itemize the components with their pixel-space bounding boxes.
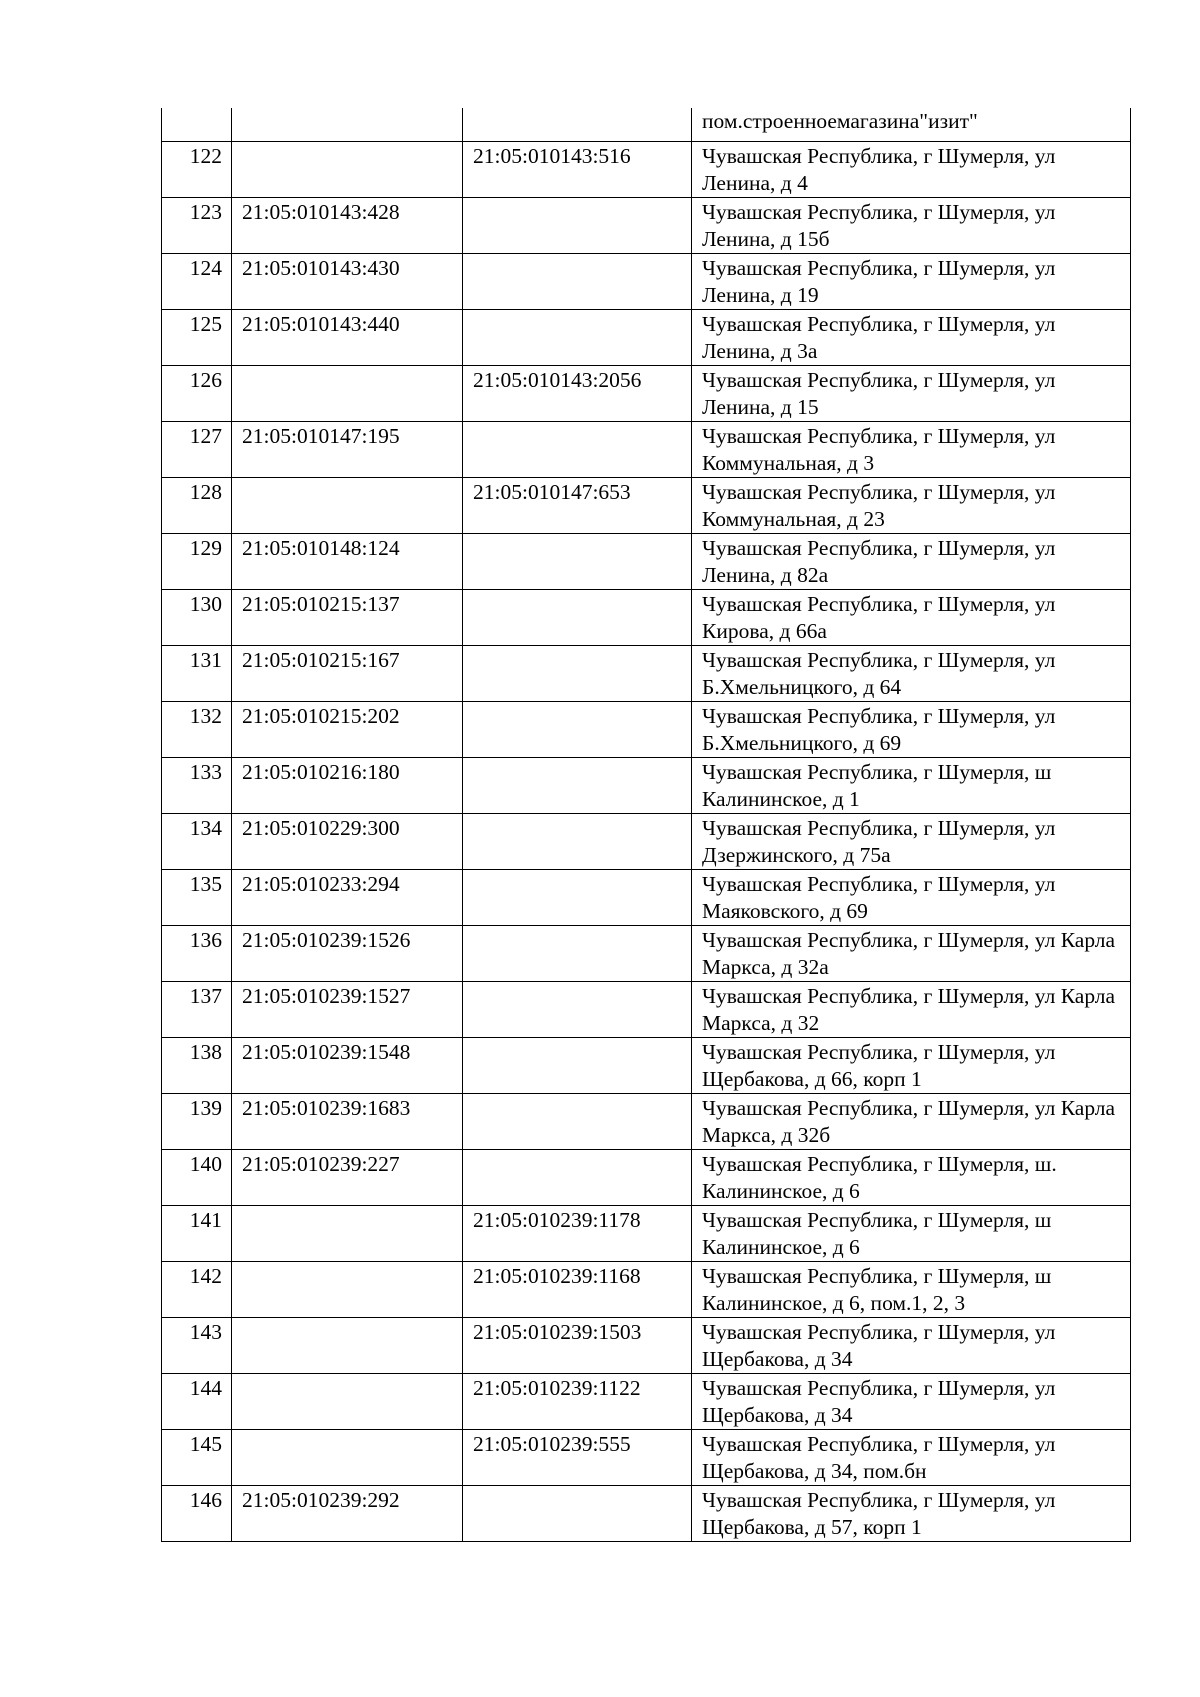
object-cadastral-number: 21:05:010147:653 (473, 479, 631, 504)
object-cadastral-number-cell (463, 1093, 692, 1149)
object-cadastral-number (473, 870, 685, 871)
address-text-cell (692, 869, 1131, 925)
object-cadastral-number-cell (463, 813, 692, 869)
object-cadastral-number (473, 1094, 685, 1095)
address-text: Чувашская Республика, г Шумерля, ш. Калининское, д 6 (702, 1151, 1057, 1203)
object-cadastral-number-cell (463, 533, 692, 589)
table-row (162, 421, 1131, 477)
object-cadastral-number-cell (463, 869, 692, 925)
object-cadastral-number (473, 198, 685, 199)
address-text: Чувашская Республика, г Шумерля, ш Калининское, д 6 (702, 1207, 1052, 1259)
address-text: Чувашская Республика, г Шумерля, ул Маяковского, д 69 (702, 871, 1056, 923)
row-number: 140 (189, 1151, 222, 1176)
address-text: Чувашская Республика, г Шумерля, ул Б.Хмельницкого, д 64 (702, 647, 1056, 699)
land-cadastral-number-cell (232, 1485, 463, 1541)
object-cadastral-number: 21:05:010239:1178 (473, 1207, 641, 1232)
address-text-cell (692, 365, 1131, 421)
address-text: Чувашская Республика, г Шумерля, ул Ленина, д 19 (702, 255, 1056, 307)
land-cadastral-number: 21:05:010143:428 (242, 199, 400, 224)
address-text-cell (692, 477, 1131, 533)
land-cadastral-number (242, 1430, 456, 1431)
land-cadastral-number (242, 1374, 456, 1375)
address-text: Чувашская Республика, г Шумерля, ул Ленина, д 15б (702, 199, 1056, 251)
row-number-cell (162, 1317, 232, 1373)
land-cadastral-number-cell (232, 1205, 463, 1261)
address-text-cell (692, 197, 1131, 253)
object-cadastral-number-cell (463, 1485, 692, 1541)
row-number-cell (162, 1261, 232, 1317)
address-text-cell (692, 1037, 1131, 1093)
row-number: 145 (189, 1431, 222, 1456)
row-number-cell (162, 981, 232, 1037)
land-cadastral-number-cell (232, 869, 463, 925)
object-cadastral-number-cell (463, 253, 692, 309)
table-row (162, 1037, 1131, 1093)
object-cadastral-number (473, 590, 685, 591)
address-text-cell (692, 421, 1131, 477)
land-cadastral-number-cell (232, 197, 463, 253)
object-cadastral-number-cell (463, 645, 692, 701)
land-cadastral-number-cell (232, 533, 463, 589)
table-row (162, 365, 1131, 421)
land-cadastral-number-cell (232, 421, 463, 477)
object-cadastral-number-cell (463, 1037, 692, 1093)
object-cadastral-number: 21:05:010239:1168 (473, 1263, 641, 1288)
land-cadastral-number: 21:05:010215:137 (242, 591, 400, 616)
row-number: 133 (189, 759, 222, 784)
row-number: 126 (189, 367, 222, 392)
address-text: пом.строенноемагазина"изит" (702, 109, 978, 133)
table-row (162, 253, 1131, 309)
table-row (162, 1205, 1131, 1261)
land-cadastral-number-cell (232, 1037, 463, 1093)
object-cadastral-number-cell (463, 197, 692, 253)
row-number: 125 (189, 311, 222, 336)
address-text: Чувашская Республика, г Шумерля, ш Калининское, д 1 (702, 759, 1052, 811)
object-cadastral-number-cell (463, 981, 692, 1037)
table-row (162, 645, 1131, 701)
object-cadastral-number: 21:05:010239:1503 (473, 1319, 642, 1344)
row-number: 146 (189, 1487, 222, 1512)
address-text-cell (692, 1317, 1131, 1373)
table-row (162, 141, 1131, 197)
land-cadastral-number-cell (232, 645, 463, 701)
row-number-cell (162, 421, 232, 477)
object-cadastral-number-cell (463, 1429, 692, 1485)
land-cadastral-number: 21:05:010239:292 (242, 1487, 400, 1512)
row-number: 139 (189, 1095, 222, 1120)
row-number-cell (162, 1485, 232, 1541)
row-number-cell (162, 197, 232, 253)
address-text-cell (692, 813, 1131, 869)
land-cadastral-number-cell (232, 757, 463, 813)
row-number-cell (162, 309, 232, 365)
row-number: 131 (189, 647, 222, 672)
row-number-cell (162, 925, 232, 981)
object-cadastral-number (473, 1150, 685, 1151)
address-text: Чувашская Республика, г Шумерля, ул Ленина, д 4 (702, 143, 1056, 195)
land-cadastral-number: 21:05:010215:167 (242, 647, 400, 672)
land-cadastral-number: 21:05:010143:430 (242, 255, 400, 280)
address-text: Чувашская Республика, г Шумерля, ул Щербакова, д 57, корп 1 (702, 1487, 1056, 1539)
registry-table-body (162, 108, 1131, 1541)
cadastral-registry-table (161, 108, 1131, 1542)
object-cadastral-number-cell (463, 1317, 692, 1373)
table-row (162, 477, 1131, 533)
address-text: Чувашская Республика, г Шумерля, ул Щербакова, д 34 (702, 1375, 1056, 1427)
land-cadastral-number (242, 1206, 456, 1207)
address-text: Чувашская Республика, г Шумерля, ул Коммунальная, д 3 (702, 423, 1056, 475)
object-cadastral-number (473, 422, 685, 423)
table-row (162, 701, 1131, 757)
row-number: 124 (189, 255, 222, 280)
land-cadastral-number-cell (232, 1317, 463, 1373)
object-cadastral-number: 21:05:010143:2056 (473, 367, 642, 392)
object-cadastral-number-cell (463, 309, 692, 365)
address-text-cell (692, 1149, 1131, 1205)
row-number: 135 (189, 871, 222, 896)
address-text-cell (692, 981, 1131, 1037)
row-number: 128 (189, 479, 222, 504)
row-number: 134 (189, 815, 222, 840)
land-cadastral-number: 21:05:010239:1683 (242, 1095, 411, 1120)
row-number-cell (162, 1429, 232, 1485)
row-number-cell (162, 645, 232, 701)
object-cadastral-number-cell (463, 1373, 692, 1429)
land-cadastral-number-cell (232, 925, 463, 981)
table-row (162, 1429, 1131, 1485)
row-number-cell (162, 1205, 232, 1261)
table-row (162, 925, 1131, 981)
object-cadastral-number-cell (463, 365, 692, 421)
address-text-cell (692, 141, 1131, 197)
address-text-cell (692, 1485, 1131, 1541)
table-row (162, 197, 1131, 253)
land-cadastral-number-cell (232, 1373, 463, 1429)
row-number-cell (162, 253, 232, 309)
row-number: 132 (189, 703, 222, 728)
object-cadastral-number-cell (463, 1205, 692, 1261)
land-cadastral-number-cell (232, 365, 463, 421)
land-cadastral-number-cell (232, 253, 463, 309)
object-cadastral-number-cell (463, 1149, 692, 1205)
object-cadastral-number-cell (463, 1261, 692, 1317)
address-text: Чувашская Республика, г Шумерля, ул Щербакова, д 34 (702, 1319, 1056, 1371)
row-number: 129 (189, 535, 222, 560)
object-cadastral-number-cell (463, 421, 692, 477)
object-cadastral-number (473, 982, 685, 983)
object-cadastral-number: 21:05:010239:555 (473, 1431, 631, 1456)
address-text: Чувашская Республика, г Шумерля, ул Б.Хмельницкого, д 69 (702, 703, 1056, 755)
object-cadastral-number (473, 758, 685, 759)
address-text: Чувашская Республика, г Шумерля, ул Карла Маркса, д 32 (702, 983, 1116, 1035)
address-text-cell (692, 253, 1131, 309)
object-cadastral-number (473, 534, 685, 535)
address-text: Чувашская Республика, г Шумерля, ул Карла Маркса, д 32а (702, 927, 1116, 979)
land-cadastral-number: 21:05:010239:227 (242, 1151, 400, 1176)
land-cadastral-number: 21:05:010143:440 (242, 311, 400, 336)
address-text: Чувашская Республика, г Шумерля, ш Калининское, д 6, пом.1, 2, 3 (702, 1263, 1052, 1315)
object-cadastral-number-cell (463, 757, 692, 813)
row-number-cell (162, 365, 232, 421)
address-text: Чувашская Республика, г Шумерля, ул Кирова, д 66а (702, 591, 1056, 643)
address-text: Чувашская Республика, г Шумерля, ул Щербакова, д 66, корп 1 (702, 1039, 1056, 1091)
object-cadastral-number (473, 254, 685, 255)
row-number: 138 (189, 1039, 222, 1064)
table-row (162, 589, 1131, 645)
land-cadastral-cell (232, 108, 463, 141)
land-cadastral-number-cell (232, 813, 463, 869)
object-cadastral-number-cell (463, 477, 692, 533)
land-cadastral-number: 21:05:010239:1527 (242, 983, 411, 1008)
land-cadastral-number-cell (232, 309, 463, 365)
row-number-cell (162, 869, 232, 925)
row-number: 122 (189, 143, 222, 168)
object-cadastral-number-cell (463, 925, 692, 981)
row-number: 143 (189, 1319, 222, 1344)
address-text-cell (692, 1261, 1131, 1317)
object-cadastral-number (473, 814, 685, 815)
object-cadastral-number: 21:05:010143:516 (473, 143, 631, 168)
address-text: Чувашская Республика, г Шумерля, ул Карла Маркса, д 32б (702, 1095, 1116, 1147)
land-cadastral-number: 21:05:010233:294 (242, 871, 400, 896)
land-cadastral-number-cell (232, 477, 463, 533)
land-cadastral-number-cell (232, 1261, 463, 1317)
object-cadastral-number-cell (463, 141, 692, 197)
object-cadastral-number-cell (463, 589, 692, 645)
row-number-cell (162, 141, 232, 197)
address-text-cell (692, 533, 1131, 589)
object-cadastral-number (473, 702, 685, 703)
table-row-continuation (162, 108, 1131, 141)
land-cadastral-number: 21:05:010239:1526 (242, 927, 411, 952)
land-cadastral-number (242, 1262, 456, 1263)
land-cadastral-number: 21:05:010147:195 (242, 423, 400, 448)
row-number-cell (162, 589, 232, 645)
table-row (162, 1373, 1131, 1429)
row-number-cell (162, 701, 232, 757)
row-number-cell (162, 477, 232, 533)
address-text-cell (692, 309, 1131, 365)
table-row (162, 813, 1131, 869)
table-row (162, 1317, 1131, 1373)
address-text-cell (692, 757, 1131, 813)
row-number-cell (162, 813, 232, 869)
row-number-cell (162, 108, 232, 141)
address-text: Чувашская Республика, г Шумерля, ул Коммунальная, д 23 (702, 479, 1056, 531)
row-number-cell (162, 1373, 232, 1429)
row-number: 144 (189, 1375, 222, 1400)
land-cadastral-number: 21:05:010239:1548 (242, 1039, 411, 1064)
land-cadastral-number-cell (232, 1429, 463, 1485)
row-number-cell (162, 1037, 232, 1093)
table-row (162, 1261, 1131, 1317)
row-number-cell (162, 533, 232, 589)
object-cadastral-number (473, 646, 685, 647)
land-cadastral-number-cell (232, 1093, 463, 1149)
row-number: 136 (189, 927, 222, 952)
object-cadastral-number-cell (463, 701, 692, 757)
address-text: Чувашская Республика, г Шумерля, ул Ленина, д 15 (702, 367, 1056, 419)
address-text: Чувашская Республика, г Шумерля, ул Ленина, д 82а (702, 535, 1056, 587)
address-text-cell (692, 925, 1131, 981)
land-cadastral-number-cell (232, 701, 463, 757)
row-number-cell (162, 1093, 232, 1149)
address-text-cell (692, 589, 1131, 645)
address-text-cell (692, 1429, 1131, 1485)
address-text-cell (692, 1373, 1131, 1429)
land-cadastral-number-cell (232, 141, 463, 197)
row-number: 137 (189, 983, 222, 1008)
object-cadastral-number (473, 310, 685, 311)
table-row (162, 757, 1131, 813)
land-cadastral-number: 21:05:010216:180 (242, 759, 400, 784)
land-cadastral-number (242, 366, 456, 367)
address-text: Чувашская Республика, г Шумерля, ул Дзержинского, д 75а (702, 815, 1056, 867)
land-cadastral-number (242, 478, 456, 479)
land-cadastral-number: 21:05:010148:124 (242, 535, 400, 560)
land-cadastral-number: 21:05:010215:202 (242, 703, 400, 728)
row-number: 127 (189, 423, 222, 448)
row-number: 141 (189, 1207, 222, 1232)
table-row (162, 309, 1131, 365)
land-cadastral-number-cell (232, 981, 463, 1037)
table-row (162, 869, 1131, 925)
object-cadastral-number (473, 1486, 685, 1487)
land-cadastral-number-cell (232, 1149, 463, 1205)
land-cadastral-number: 21:05:010229:300 (242, 815, 400, 840)
land-cadastral-number (242, 1318, 456, 1319)
table-row (162, 1093, 1131, 1149)
table-row (162, 981, 1131, 1037)
table-row (162, 1149, 1131, 1205)
address-text: Чувашская Республика, г Шумерля, ул Щербакова, д 34, пом.бн (702, 1431, 1056, 1483)
object-cadastral-number (473, 926, 685, 927)
land-cadastral-number-cell (232, 589, 463, 645)
land-cadastral-number (242, 142, 456, 143)
object-cadastral-cell (463, 108, 692, 141)
table-row (162, 1485, 1131, 1541)
row-number: 123 (189, 199, 222, 224)
address-text-cell (692, 1205, 1131, 1261)
row-number-cell (162, 1149, 232, 1205)
object-cadastral-number (473, 1038, 685, 1039)
address-text: Чувашская Республика, г Шумерля, ул Ленина, д 3а (702, 311, 1056, 363)
address-cell (692, 108, 1131, 141)
table-row (162, 533, 1131, 589)
object-cadastral-number: 21:05:010239:1122 (473, 1375, 641, 1400)
row-number-cell (162, 757, 232, 813)
address-text-cell (692, 645, 1131, 701)
row-number: 142 (189, 1263, 222, 1288)
row-number: 130 (189, 591, 222, 616)
address-text-cell (692, 1093, 1131, 1149)
address-text-cell (692, 701, 1131, 757)
